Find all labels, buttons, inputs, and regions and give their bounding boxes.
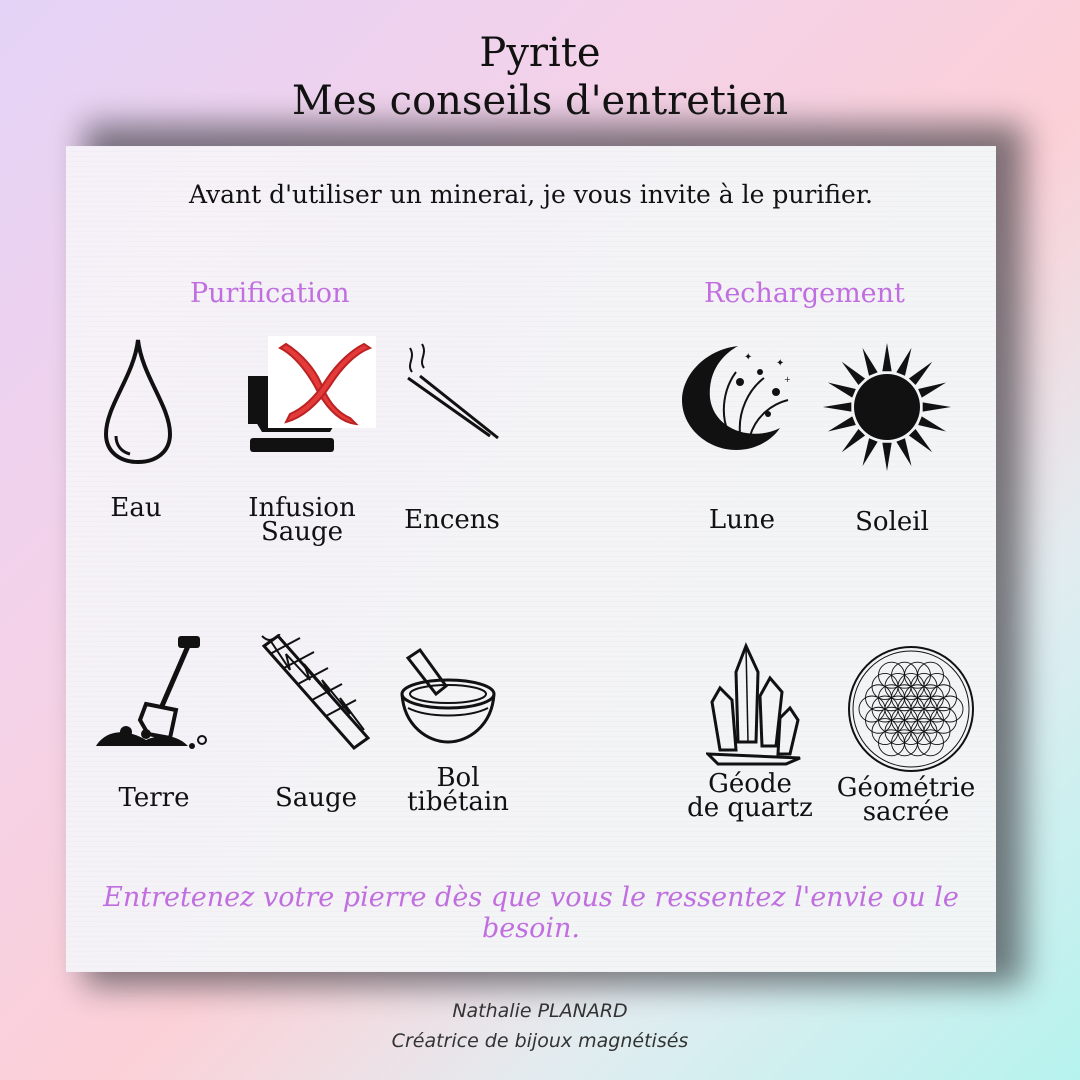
label-geometrie-line2: sacrée (862, 797, 950, 827)
tibetan-bowl-icon (398, 646, 498, 746)
credit-role: Créatrice de bijoux magnétisés (391, 1030, 689, 1052)
label-infusion-line1: Infusion (248, 493, 356, 523)
label-infusion-line2: Sauge (260, 517, 344, 547)
care-note: Entretenez votre pierre dès que vous le ressentez l'envie ou le besoin. (103, 882, 959, 944)
title-line-1: Pyrite (479, 30, 601, 76)
label-geometrie-line1: Géométrie (836, 773, 976, 803)
label-soleil: Soleil (855, 507, 929, 537)
label-geode-line2: de quartz (687, 793, 813, 823)
title-line-2: Mes conseils d'entretien (291, 78, 789, 124)
svg-text:✦: ✦ (776, 358, 785, 369)
sage-infusion-icon (246, 336, 376, 456)
section-rechargement: Rechargement (704, 278, 905, 309)
care-card (66, 146, 996, 972)
label-sauge: Sauge (274, 783, 358, 813)
water-drop-icon (100, 336, 176, 466)
section-purification: Purification (190, 278, 350, 309)
sun-icon (820, 340, 954, 474)
label-bol-line1: Bol (436, 763, 480, 793)
svg-text:✦: ✦ (744, 352, 753, 363)
label-bol-line2: tibétain (407, 787, 509, 817)
sage-bundle-icon (260, 634, 372, 754)
svg-text:+: + (784, 375, 791, 384)
label-terre: Terre (118, 783, 190, 813)
label-encens: Encens (404, 505, 500, 535)
incense-icon (402, 342, 502, 452)
label-geode-line1: Géode (708, 769, 792, 799)
moon-icon (680, 342, 800, 452)
flower-of-life-icon (846, 644, 976, 774)
label-lune: Lune (708, 505, 776, 535)
quartz-geode-icon (706, 642, 802, 766)
shovel-earth-icon (96, 634, 216, 754)
label-eau: Eau (110, 493, 162, 523)
credit-name: Nathalie PLANARD (452, 1000, 628, 1022)
intro-text: Avant d'utiliser un minerai, je vous invite à le purifier. (189, 180, 873, 209)
